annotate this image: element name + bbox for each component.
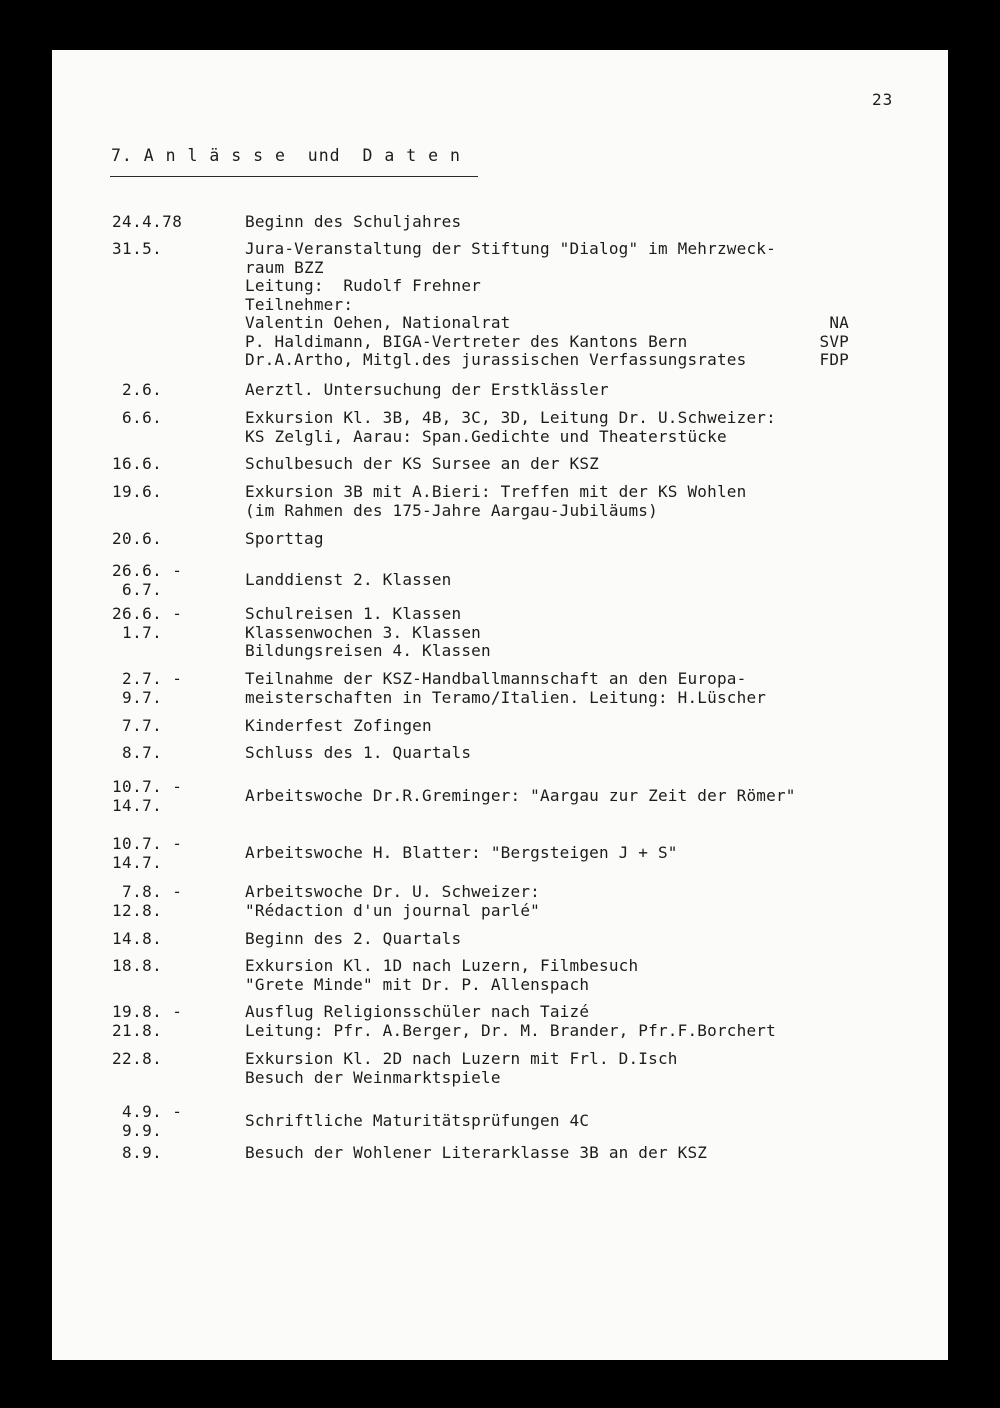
description-text: Klassenwochen 3. Klassen	[245, 622, 481, 642]
description-text: Beginn des 2. Quartals	[245, 929, 462, 948]
event-description	[245, 409, 905, 446]
description-text: Teilnehmer:	[245, 294, 354, 314]
event-date: 8.9.	[112, 1143, 163, 1162]
description-line	[245, 605, 905, 624]
event-date: 26.6. - 6.7.	[112, 561, 183, 599]
event-date: 22.8.	[112, 1049, 163, 1068]
event-description	[245, 1112, 905, 1131]
description-line	[245, 351, 905, 370]
description-line	[245, 1050, 905, 1069]
event-date: 10.7. - 14.7.	[112, 834, 183, 872]
event-description	[245, 605, 905, 661]
description-line	[245, 333, 905, 352]
description-line	[245, 744, 905, 763]
description-text: Exkursion Kl. 2D nach Luzern mit Frl. D.Isch	[245, 1049, 678, 1068]
event-description	[245, 1003, 905, 1040]
description-text: Leitung: Rudolf Frehner	[245, 276, 481, 295]
event-description	[245, 883, 905, 920]
event-date: 26.6. - 1.7.	[112, 604, 183, 642]
description-line	[245, 314, 905, 333]
event-date: 20.6.	[112, 529, 163, 548]
event-description	[245, 787, 905, 806]
event-date: 16.6.	[112, 454, 163, 473]
description-text: Leitung: Pfr. A.Berger, Dr. M. Brander, Pfr.F.Borchert	[245, 1020, 776, 1040]
event-description	[245, 1144, 905, 1163]
description-text: "Grete Minde" mit Dr. P. Allenspach	[245, 974, 590, 994]
description-text: Schluss des 1. Quartals	[245, 743, 472, 762]
event-date: 4.9. - 9.9.	[122, 1102, 183, 1140]
description-line	[245, 277, 905, 296]
event-date: 7.7.	[112, 716, 163, 735]
description-text: raum BZZ	[245, 257, 324, 277]
description-line	[245, 1022, 905, 1041]
description-text: P. Haldimann, BIGA-Vertreter des Kantons Bern	[245, 331, 688, 351]
party-affiliation: FDP	[819, 350, 849, 369]
event-date: 2.7. - 9.7.	[122, 669, 183, 707]
description-line	[245, 976, 905, 995]
description-text: Arbeitswoche Dr. U. Schweizer:	[245, 882, 540, 901]
party-affiliation: NA	[829, 313, 849, 332]
description-line	[245, 902, 905, 921]
description-line	[245, 502, 905, 521]
description-line	[245, 670, 905, 689]
description-text: Valentin Oehen, Nationalrat	[245, 313, 511, 332]
description-line	[245, 381, 905, 400]
description-line	[245, 883, 905, 902]
description-line	[245, 409, 905, 428]
description-text: "Rédaction d'un journal parlé"	[245, 900, 540, 920]
description-text: KS Zelgli, Aarau: Span.Gedichte und Theaterstücke	[245, 426, 727, 446]
description-text: Exkursion 3B mit A.Bieri: Treffen mit der KS Wohlen	[245, 482, 747, 501]
event-description	[245, 957, 905, 994]
description-line	[245, 1144, 905, 1163]
description-line	[245, 957, 905, 976]
description-line	[245, 213, 905, 232]
event-description	[245, 455, 905, 474]
description-line	[245, 717, 905, 736]
description-text: Arbeitswoche Dr.R.Greminger: "Aargau zur Zeit der Römer"	[245, 786, 796, 805]
description-line	[245, 642, 905, 661]
description-text: Dr.A.Artho, Mitgl.des jurassischen Verfassungsrates	[245, 350, 747, 369]
description-line	[245, 1069, 905, 1088]
event-description	[245, 240, 905, 370]
event-date: 19.6.	[112, 482, 163, 501]
event-date: 10.7. - 14.7.	[112, 777, 183, 815]
description-text: Schriftliche Maturitätsprüfungen 4C	[245, 1111, 590, 1130]
event-description	[245, 571, 905, 590]
event-date: 8.7.	[112, 743, 163, 762]
section-title: 7. A n l ä s s e und D a t e n	[111, 146, 461, 165]
description-text: Sporttag	[245, 529, 324, 548]
description-text: Exkursion Kl. 3B, 4B, 3C, 3D, Leitung Dr. U.Schweizer:	[245, 408, 776, 427]
event-description	[245, 381, 905, 400]
description-text: Besuch der Wohlener Literarklasse 3B an der KSZ	[245, 1143, 708, 1162]
description-text: Arbeitswoche H. Blatter: "Bergsteigen J + S"	[245, 843, 678, 862]
description-line	[245, 930, 905, 949]
event-date: 7.8. - 12.8.	[112, 882, 183, 920]
description-text: Ausflug Religionsschüler nach Taizé	[245, 1002, 590, 1021]
event-description	[245, 670, 905, 707]
description-text: Aerztl. Untersuchung der Erstklässler	[245, 380, 609, 399]
description-text: Besuch der Weinmarktspiele	[245, 1067, 501, 1087]
description-line	[245, 428, 905, 447]
description-line	[245, 455, 905, 474]
event-description	[245, 844, 905, 863]
description-line	[245, 259, 905, 278]
description-line	[245, 571, 905, 590]
event-description	[245, 213, 905, 232]
event-date: 19.8. - 21.8.	[112, 1002, 183, 1040]
description-text: Schulbesuch der KS Sursee an der KSZ	[245, 454, 599, 473]
event-date: 18.8.	[112, 956, 163, 975]
page-number: 23	[872, 90, 894, 109]
description-line	[245, 787, 905, 806]
description-text: Beginn des Schuljahres	[245, 212, 462, 231]
description-line	[245, 483, 905, 502]
description-line	[245, 296, 905, 315]
event-description	[245, 744, 905, 763]
description-line	[245, 240, 905, 259]
description-text: Exkursion Kl. 1D nach Luzern, Filmbesuch	[245, 956, 639, 975]
party-affiliation: SVP	[819, 331, 849, 351]
description-text: Jura-Veranstaltung der Stiftung "Dialog" im Mehrzweck-	[245, 239, 776, 258]
event-date: 14.8.	[112, 929, 163, 948]
document-page	[52, 50, 948, 1360]
description-line	[245, 624, 905, 643]
event-date: 6.6.	[112, 408, 163, 427]
description-text: Kinderfest Zofingen	[245, 716, 432, 735]
event-description	[245, 1050, 905, 1087]
description-text: Schulreisen 1. Klassen	[245, 604, 462, 623]
event-date: 31.5.	[112, 239, 163, 258]
description-line	[245, 844, 905, 863]
event-description	[245, 717, 905, 736]
description-text: (im Rahmen des 175-Jahre Aargau-Jubiläums)	[245, 500, 658, 520]
description-line	[245, 689, 905, 708]
description-line	[245, 530, 905, 549]
event-description	[245, 530, 905, 549]
event-description	[245, 483, 905, 520]
description-text: Bildungsreisen 4. Klassen	[245, 641, 491, 660]
event-date: 2.6.	[112, 380, 163, 399]
description-text: Landdienst 2. Klassen	[245, 570, 452, 589]
event-description	[245, 930, 905, 949]
description-text: Teilnahme der KSZ-Handballmannschaft an den Europa-	[245, 669, 747, 688]
description-line	[245, 1112, 905, 1131]
description-line	[245, 1003, 905, 1022]
event-date: 24.4.78	[112, 212, 183, 231]
description-text: meisterschaften in Teramo/Italien. Leitung: H.Lüscher	[245, 687, 767, 707]
title-underline	[110, 176, 478, 177]
